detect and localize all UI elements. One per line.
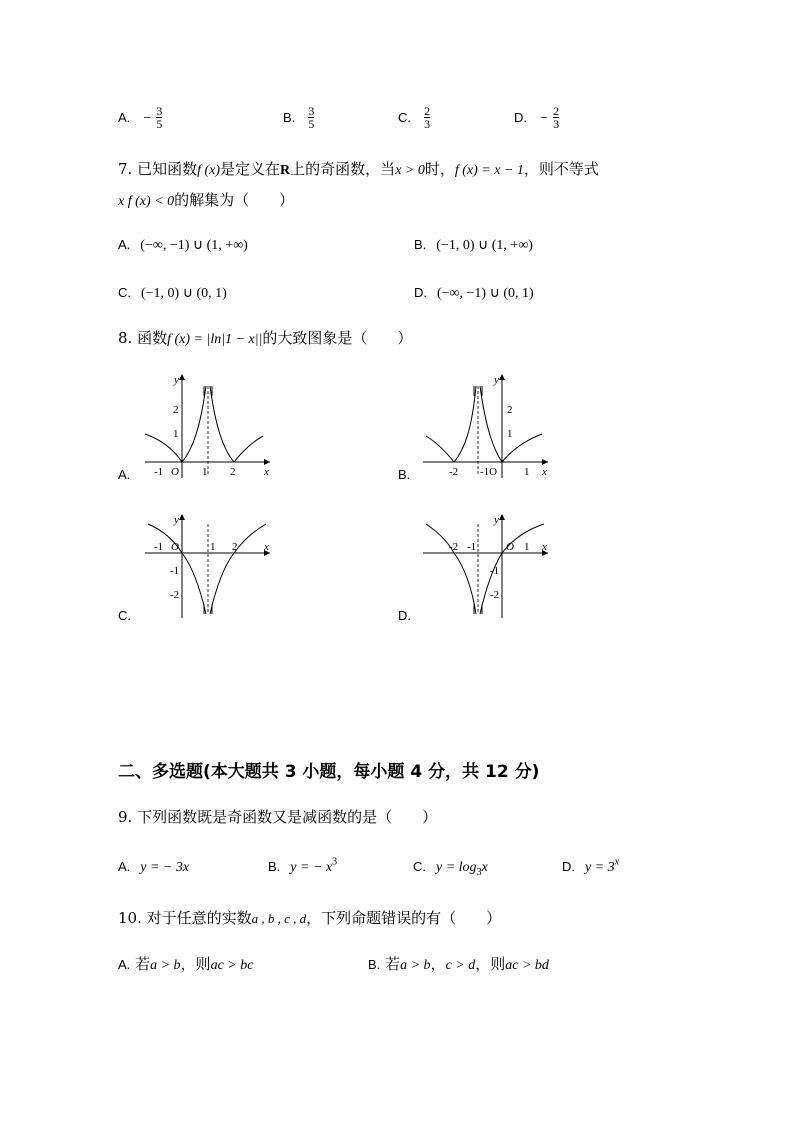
y-label: y — [494, 514, 499, 526]
option-label: C. — [398, 110, 411, 125]
q7-option-b — [414, 234, 533, 254]
tick-label: 1 — [173, 428, 179, 440]
q9-option-c — [413, 856, 488, 878]
graph-a — [140, 370, 275, 480]
curve-left — [145, 386, 206, 462]
x-label: x — [542, 541, 547, 553]
option-label: C. — [118, 285, 131, 300]
q8-option-a-label: A. — [118, 467, 131, 482]
q8-function: f (x) = |ln|1 − x|| — [167, 332, 263, 347]
q7-text: 上的奇函数，当 — [290, 160, 396, 178]
origin-label: O — [171, 466, 179, 478]
option-text: 若 — [385, 955, 401, 973]
q7-option-c — [118, 282, 227, 302]
q7-stem-line1 — [118, 158, 599, 179]
option-label: D. — [414, 285, 427, 300]
fraction — [424, 105, 430, 130]
option-label: B. — [368, 957, 381, 972]
tick-label: 2 — [507, 404, 513, 416]
graph-c — [140, 510, 275, 620]
q6-option-d — [514, 105, 559, 130]
q6-option-c — [398, 105, 430, 130]
option-label: D. — [562, 859, 575, 874]
q9-option-a — [118, 856, 189, 876]
numerator: 3 — [308, 104, 315, 118]
graph-b — [418, 370, 553, 480]
fraction — [156, 105, 162, 130]
q9-option-d — [562, 856, 619, 876]
q10-text: ，下列命题错误的有（ ） — [306, 909, 502, 927]
option-label: C. — [413, 859, 426, 874]
numerator: 3 — [156, 104, 163, 118]
q8-stem — [118, 327, 412, 348]
denominator: 3 — [553, 117, 560, 131]
q7-option-a — [118, 234, 248, 254]
q8-option-c-label: C. — [118, 608, 131, 623]
q9-stem: 9. 下列函数既是奇函数又是减函数的是（ ） — [118, 808, 438, 826]
option-label: B. — [283, 110, 296, 125]
denominator: 3 — [424, 117, 431, 131]
option-math: (−1, 0) ∪ (0, 1) — [141, 286, 227, 301]
q10-option-a — [118, 953, 253, 974]
y-label: y — [174, 374, 179, 386]
option-math: a > b — [150, 958, 181, 973]
tick-label: -1 — [154, 466, 164, 478]
option-sign: − — [540, 111, 548, 126]
x-axis-arrow — [542, 459, 548, 465]
option-text: ，则 — [180, 955, 211, 973]
origin-label: O — [506, 541, 514, 553]
q7-definition: f (x) = x − 1 — [454, 163, 524, 178]
tick-label: 1 — [524, 466, 530, 478]
y-axis-arrow — [179, 374, 185, 380]
tick-label: -2 — [490, 589, 500, 601]
option-math: x — [481, 860, 488, 875]
q8-option-b-label: B. — [398, 467, 411, 482]
tick-label: 2 — [232, 541, 238, 553]
q8-text: 的大致图象是（ ） — [262, 329, 413, 347]
option-text: ，则 — [475, 955, 506, 973]
tick-label: 1 — [202, 466, 208, 478]
q6-option-b — [283, 105, 314, 130]
q8-text: 8. 函数 — [118, 329, 168, 347]
option-math: a > b — [400, 958, 431, 973]
x-label: x — [264, 466, 269, 478]
tick-label: -2 — [449, 541, 459, 553]
tick-label: 2 — [230, 466, 236, 478]
q7-stem-line2 — [118, 189, 294, 210]
q7-inequality: x f (x) < 0 — [118, 194, 175, 209]
option-math: (−∞, −1) ∪ (0, 1) — [437, 286, 534, 301]
option-math: y = − 3x — [140, 860, 190, 875]
tick-label: -2 — [449, 466, 459, 478]
q8-option-d-label: D. — [398, 608, 411, 623]
option-text: 若 — [135, 955, 151, 973]
graph-d — [418, 510, 553, 620]
fraction — [553, 105, 559, 130]
option-exponent: 3 — [332, 856, 338, 868]
curve-right — [210, 524, 266, 614]
q10-option-b — [368, 953, 549, 974]
tick-label: 2 — [173, 404, 179, 416]
x-axis-arrow — [264, 459, 270, 465]
tick-label: -1 — [490, 565, 500, 577]
option-label: A. — [118, 957, 131, 972]
y-axis-arrow — [179, 514, 185, 520]
curve-right — [480, 386, 542, 462]
option-math: (−∞, −1) ∪ (1, +∞) — [140, 238, 248, 253]
q10-stem — [118, 907, 501, 928]
option-math: y = log — [436, 860, 477, 875]
curve-left — [426, 386, 476, 462]
option-math: ac > bd — [505, 958, 549, 973]
denominator: 5 — [308, 117, 315, 131]
q10-variables: a , b , c , d — [251, 911, 307, 926]
option-label: D. — [514, 110, 527, 125]
q7-text: 7. 已知函数 — [118, 160, 198, 178]
option-math: (−1, 0) ∪ (1, +∞) — [436, 238, 533, 253]
q7-text: 的解集为（ ） — [174, 191, 295, 209]
x-label: x — [542, 466, 547, 478]
option-label: A. — [118, 110, 131, 125]
option-math: c > d — [445, 958, 476, 973]
tick-label: 1 — [507, 428, 513, 440]
tick-label: -1 — [154, 541, 164, 553]
q9-option-b — [268, 856, 337, 876]
origin-label: O — [171, 541, 179, 553]
curve-right — [210, 386, 263, 462]
q7-function: f (x) — [197, 163, 221, 178]
tick-label: 1 — [524, 541, 530, 553]
x-label: x — [264, 541, 269, 553]
q7-condition: x > 0 — [395, 163, 425, 178]
fraction — [308, 105, 314, 130]
option-math: y = 3 — [585, 860, 615, 875]
option-math: ac > bc — [210, 958, 254, 973]
q7-real-set: R — [280, 163, 291, 178]
y-axis-arrow — [499, 374, 505, 380]
option-text: ， — [430, 955, 446, 973]
tick-label: -1 — [467, 541, 477, 553]
denominator: 5 — [156, 117, 163, 131]
q7-text: 时， — [424, 160, 455, 178]
option-math: y = − x — [290, 860, 333, 875]
option-label: B. — [414, 237, 427, 252]
q7-text: 是定义在 — [220, 160, 281, 178]
y-label: y — [494, 374, 499, 386]
tick-label: -1 — [170, 565, 180, 577]
q7-text: ，则不等式 — [523, 160, 599, 178]
option-exponent: x — [614, 856, 620, 868]
option-label: B. — [268, 859, 281, 874]
numerator: 2 — [424, 104, 431, 118]
option-label: A. — [118, 237, 131, 252]
curve-left — [426, 524, 476, 614]
section-heading: 二、多选题(本大题共 3 小题，每小题 4 分，共 12 分) — [118, 762, 540, 782]
q7-option-d — [414, 282, 534, 302]
tick-label: 1 — [210, 541, 216, 553]
y-axis-arrow — [499, 514, 505, 520]
numerator: 2 — [553, 104, 560, 118]
q6-option-a — [118, 105, 162, 130]
y-label: y — [174, 514, 179, 526]
q10-text: 10. 对于任意的实数 — [118, 909, 252, 927]
tick-label: -2 — [170, 589, 180, 601]
tick-label: -1O — [480, 466, 498, 478]
option-sign: − — [143, 111, 152, 126]
option-label: A. — [118, 859, 131, 874]
option-subscript: 3 — [476, 867, 482, 879]
